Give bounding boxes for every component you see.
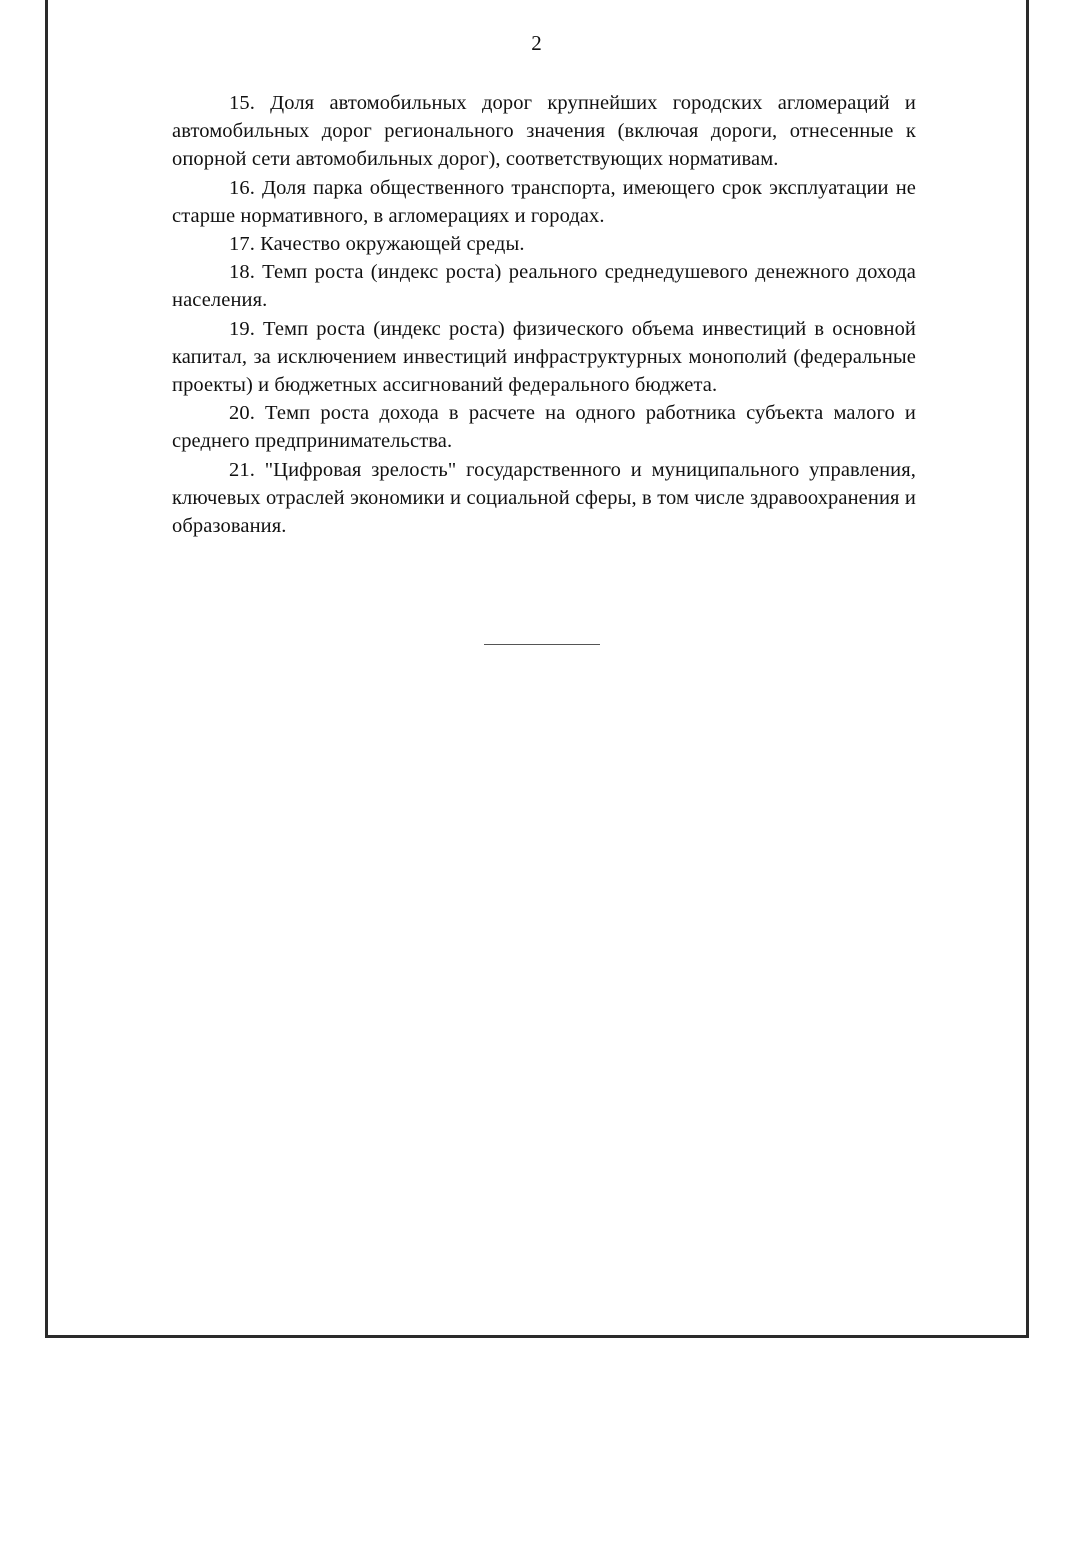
page-number: 2 bbox=[531, 31, 542, 55]
document-body bbox=[172, 89, 916, 540]
list-item: 15. Доля автомобильных дорог крупнейших городских агломераций и автомобильных дорог регионального значения (включая дороги, отнесенные к опорной сети автомобильных дорог), соответствующих нормативам. bbox=[172, 92, 916, 171]
list-item: 18. Темп роста (индекс роста) реального среднедушевого денежного дохода населения. bbox=[172, 261, 916, 312]
list-item: 17. Качество окружающей среды. bbox=[229, 233, 525, 256]
end-of-document-rule bbox=[484, 644, 600, 645]
list-item: 20. Темп роста дохода в расчете на одного работника субъекта малого и среднего предпринимательства. bbox=[172, 402, 916, 453]
list-item: 16. Доля парка общественного транспорта, имеющего срок эксплуатации не старше нормативного, в агломерациях и городах. bbox=[172, 176, 916, 227]
list-item: 19. Темп роста (индекс роста) физического объема инвестиций в основной капитал, за исключением инвестиций инфраструктурных монополий (федеральные проекты) и бюджетных ассигнований федерального бюджета. bbox=[172, 317, 916, 397]
list-item: 21. "Цифровая зрелость" государственного и муниципального управления, ключевых отраслей экономики и социальной сферы, в том числе здравоохранения и образования. bbox=[172, 458, 916, 538]
